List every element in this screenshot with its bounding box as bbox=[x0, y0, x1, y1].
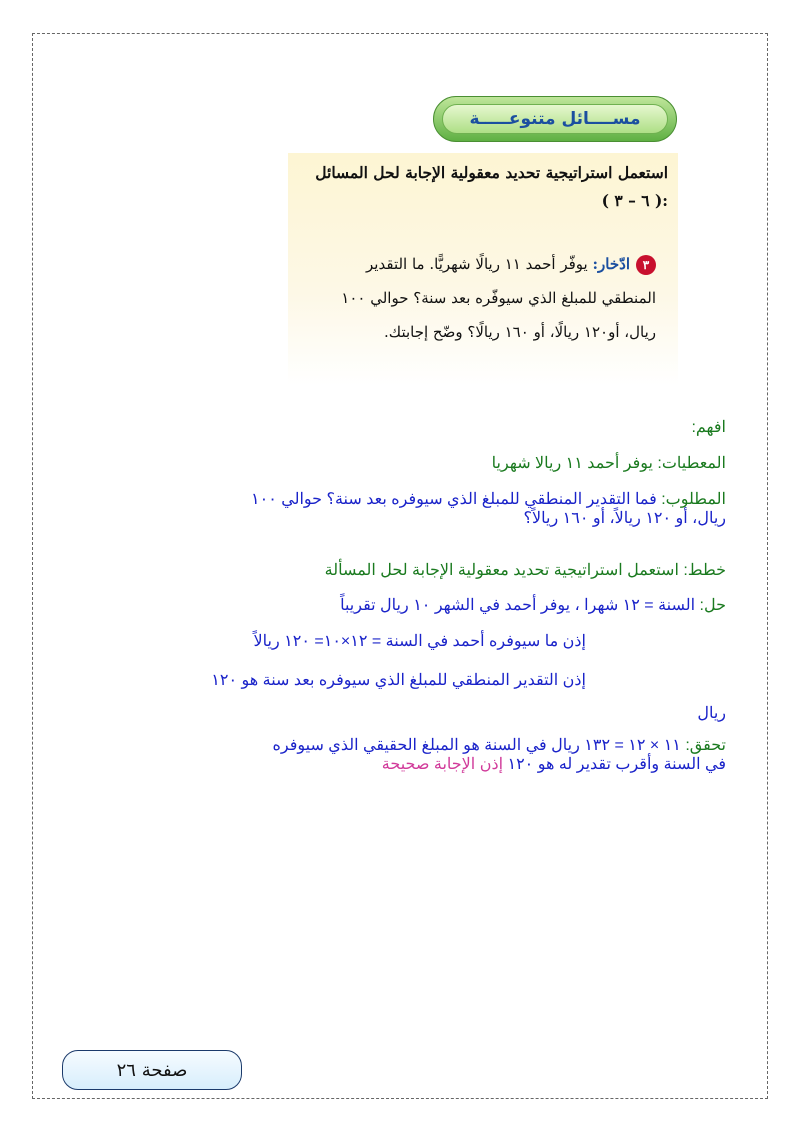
check-label: تحقق: bbox=[685, 737, 726, 754]
check-text-2: في السنة وأقرب تقدير له هو ١٢٠ bbox=[503, 756, 726, 773]
required-text-2: ريال، أو ١٢٠ ريالاً، أو ١٦٠ ريالاً؟ bbox=[523, 510, 726, 527]
section-header-inner bbox=[442, 104, 668, 134]
excerpt-heading-text: استعمل استراتيجية تحديد معقولية الإجابة لحل المسائل bbox=[315, 163, 668, 182]
required-text-1: فما التقدير المنطقي للمبلغ الذي سيوفره بعد سنة؟ حوالي ١٠٠ bbox=[251, 491, 662, 508]
plan-text: استعمل استراتيجية تحديد معقولية الإجابة لحل المسألة bbox=[324, 562, 684, 579]
understand-label: افهم: bbox=[691, 419, 726, 436]
required-line-2 bbox=[120, 509, 726, 529]
check-conclusion: إذن الإجابة صحيحة bbox=[381, 756, 504, 773]
textbook-excerpt bbox=[288, 153, 678, 385]
solve-label: حل: bbox=[699, 597, 726, 614]
step-2-continuation bbox=[120, 704, 726, 724]
check-text-1: ١١ × ١٢ = ١٣٢ ريال في السنة هو المبلغ الحقيقي الذي سيوفره bbox=[272, 737, 686, 754]
check-line-2 bbox=[120, 755, 726, 775]
page-number-label: صفحة ٢٦ bbox=[116, 1059, 188, 1081]
plan-line bbox=[120, 561, 726, 581]
problem-keyword: ادّخار: bbox=[592, 255, 630, 273]
step-2-line bbox=[120, 671, 586, 691]
step-2-cont-text: ريال bbox=[697, 705, 726, 722]
problem-text: يوفّر أحمد ١١ ريالًا شهريًّا. ما التقدير المنطقي للمبلغ الذي سيوفّره بعد سنة؟ حوالي ١٠٠ ريال، أو١٢٠ ريالًا، أو ١٦٠ ريالًا؟ وضّح إجابتك. bbox=[341, 255, 656, 341]
section-header-pill bbox=[433, 96, 677, 142]
step-2-text: إذن التقدير المنطقي للمبلغ الذي سيوفره بعد سنة هو ١٢٠ bbox=[211, 672, 586, 689]
excerpt-heading-range: :( ٦ – ٣ ) bbox=[601, 191, 668, 210]
solve-line bbox=[120, 596, 726, 616]
check-line-1 bbox=[120, 736, 726, 756]
givens-text: يوفر أحمد ١١ ريالا شهريا bbox=[491, 455, 658, 472]
excerpt-heading bbox=[296, 159, 668, 215]
step-1-text: إذن ما سيوفره أحمد في السنة = ١٢×١٠= ١٢٠ ريالاً bbox=[253, 633, 586, 650]
plan-label: خطط: bbox=[683, 562, 726, 579]
step-1-line bbox=[120, 632, 586, 652]
understand-line bbox=[120, 418, 726, 438]
required-label: المطلوب: bbox=[661, 491, 726, 508]
section-title: مســــائل متنوعـــــة bbox=[469, 109, 641, 129]
problem-number-badge: ٣ bbox=[636, 255, 656, 275]
givens-label: المعطيات: bbox=[657, 455, 726, 472]
problem-statement bbox=[308, 247, 656, 349]
solve-text: السنة = ١٢ شهرا ، يوفر أحمد في الشهر ١٠ ريال تقريباً bbox=[340, 597, 700, 614]
required-line-1 bbox=[120, 490, 726, 510]
givens-line bbox=[120, 454, 726, 474]
page-number-tab bbox=[62, 1050, 242, 1090]
